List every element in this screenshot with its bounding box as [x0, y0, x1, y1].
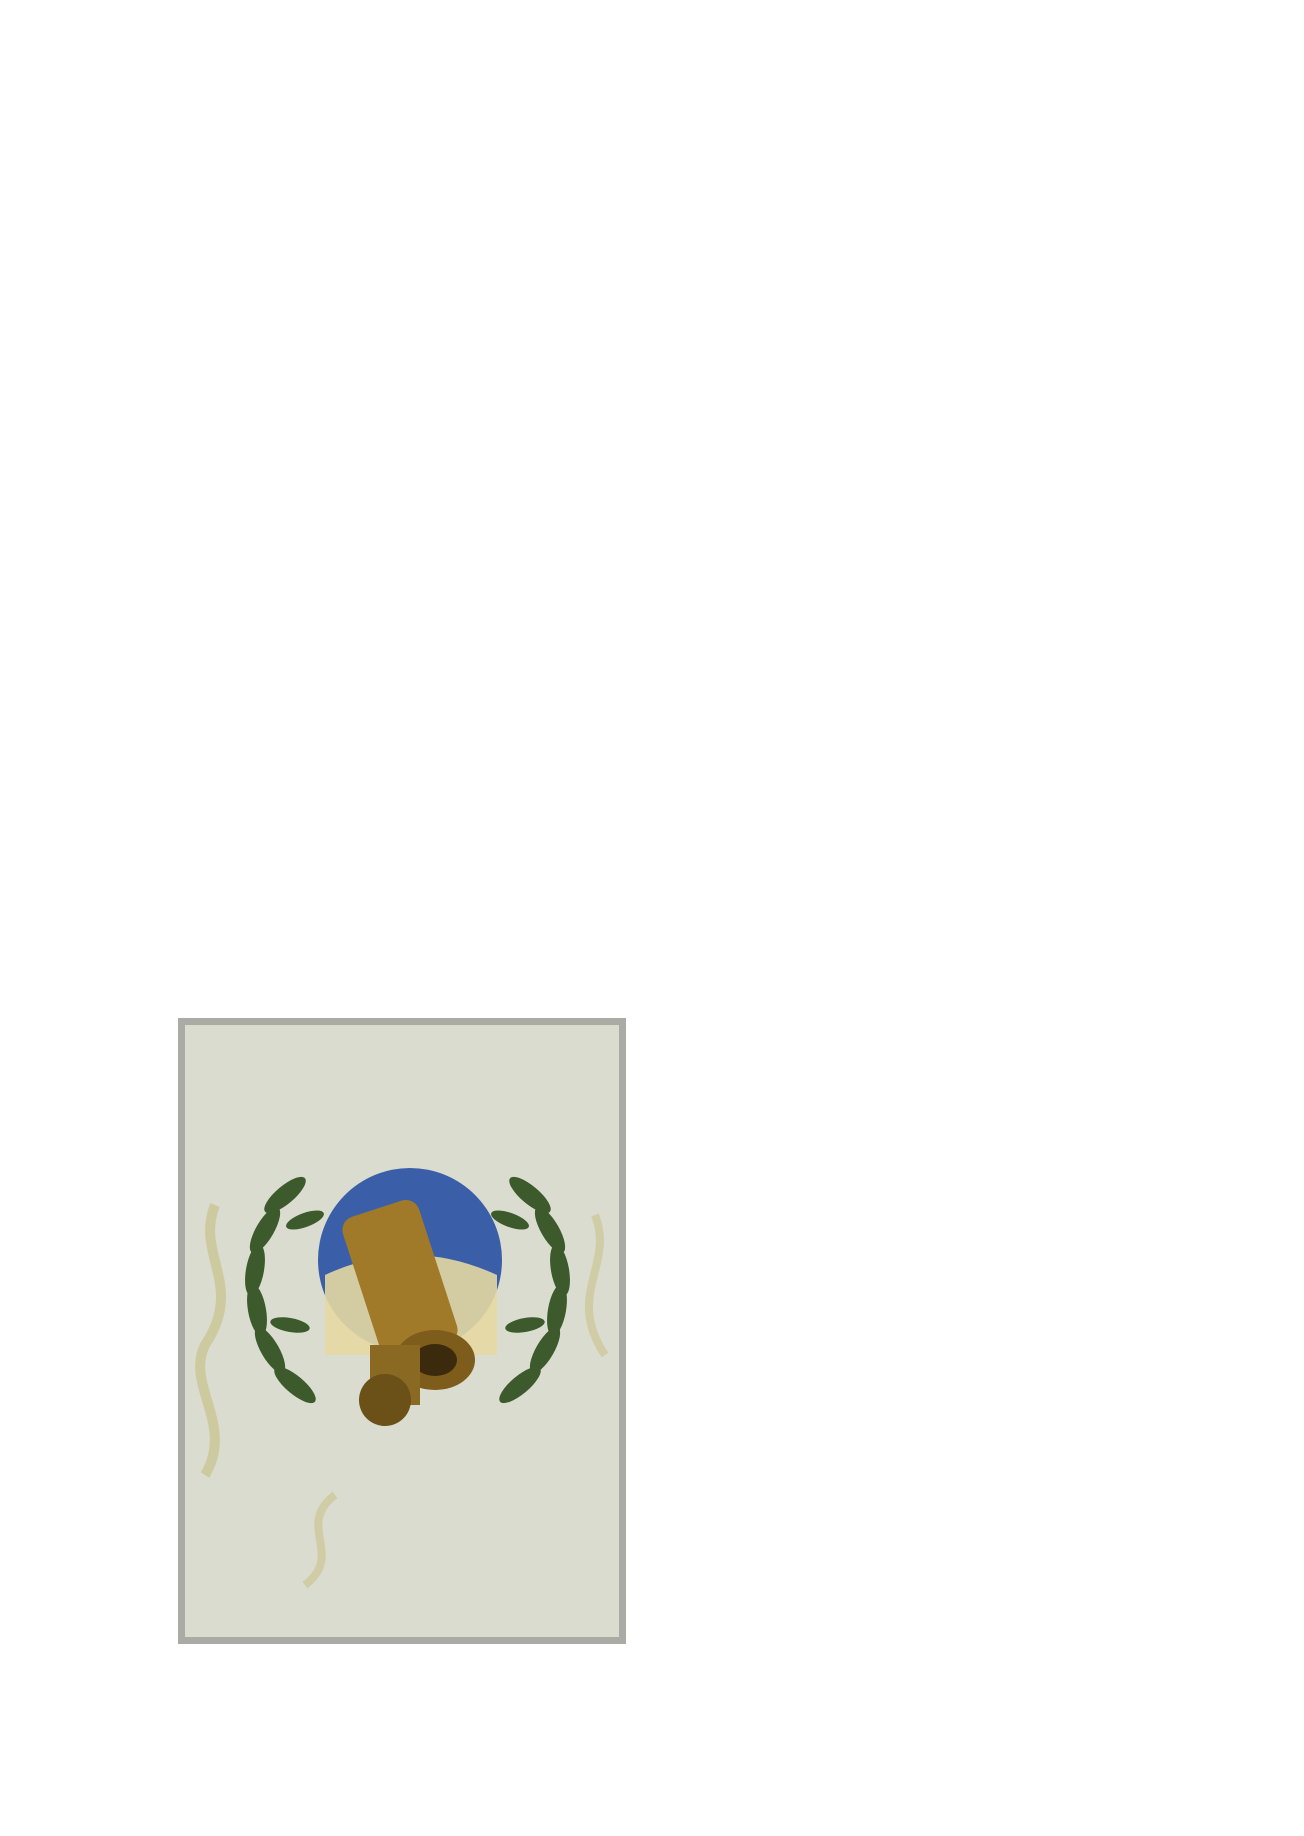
cover-illustration [185, 1025, 619, 1637]
book-cover-photo [178, 1018, 626, 1644]
book-cover [185, 1025, 619, 1637]
